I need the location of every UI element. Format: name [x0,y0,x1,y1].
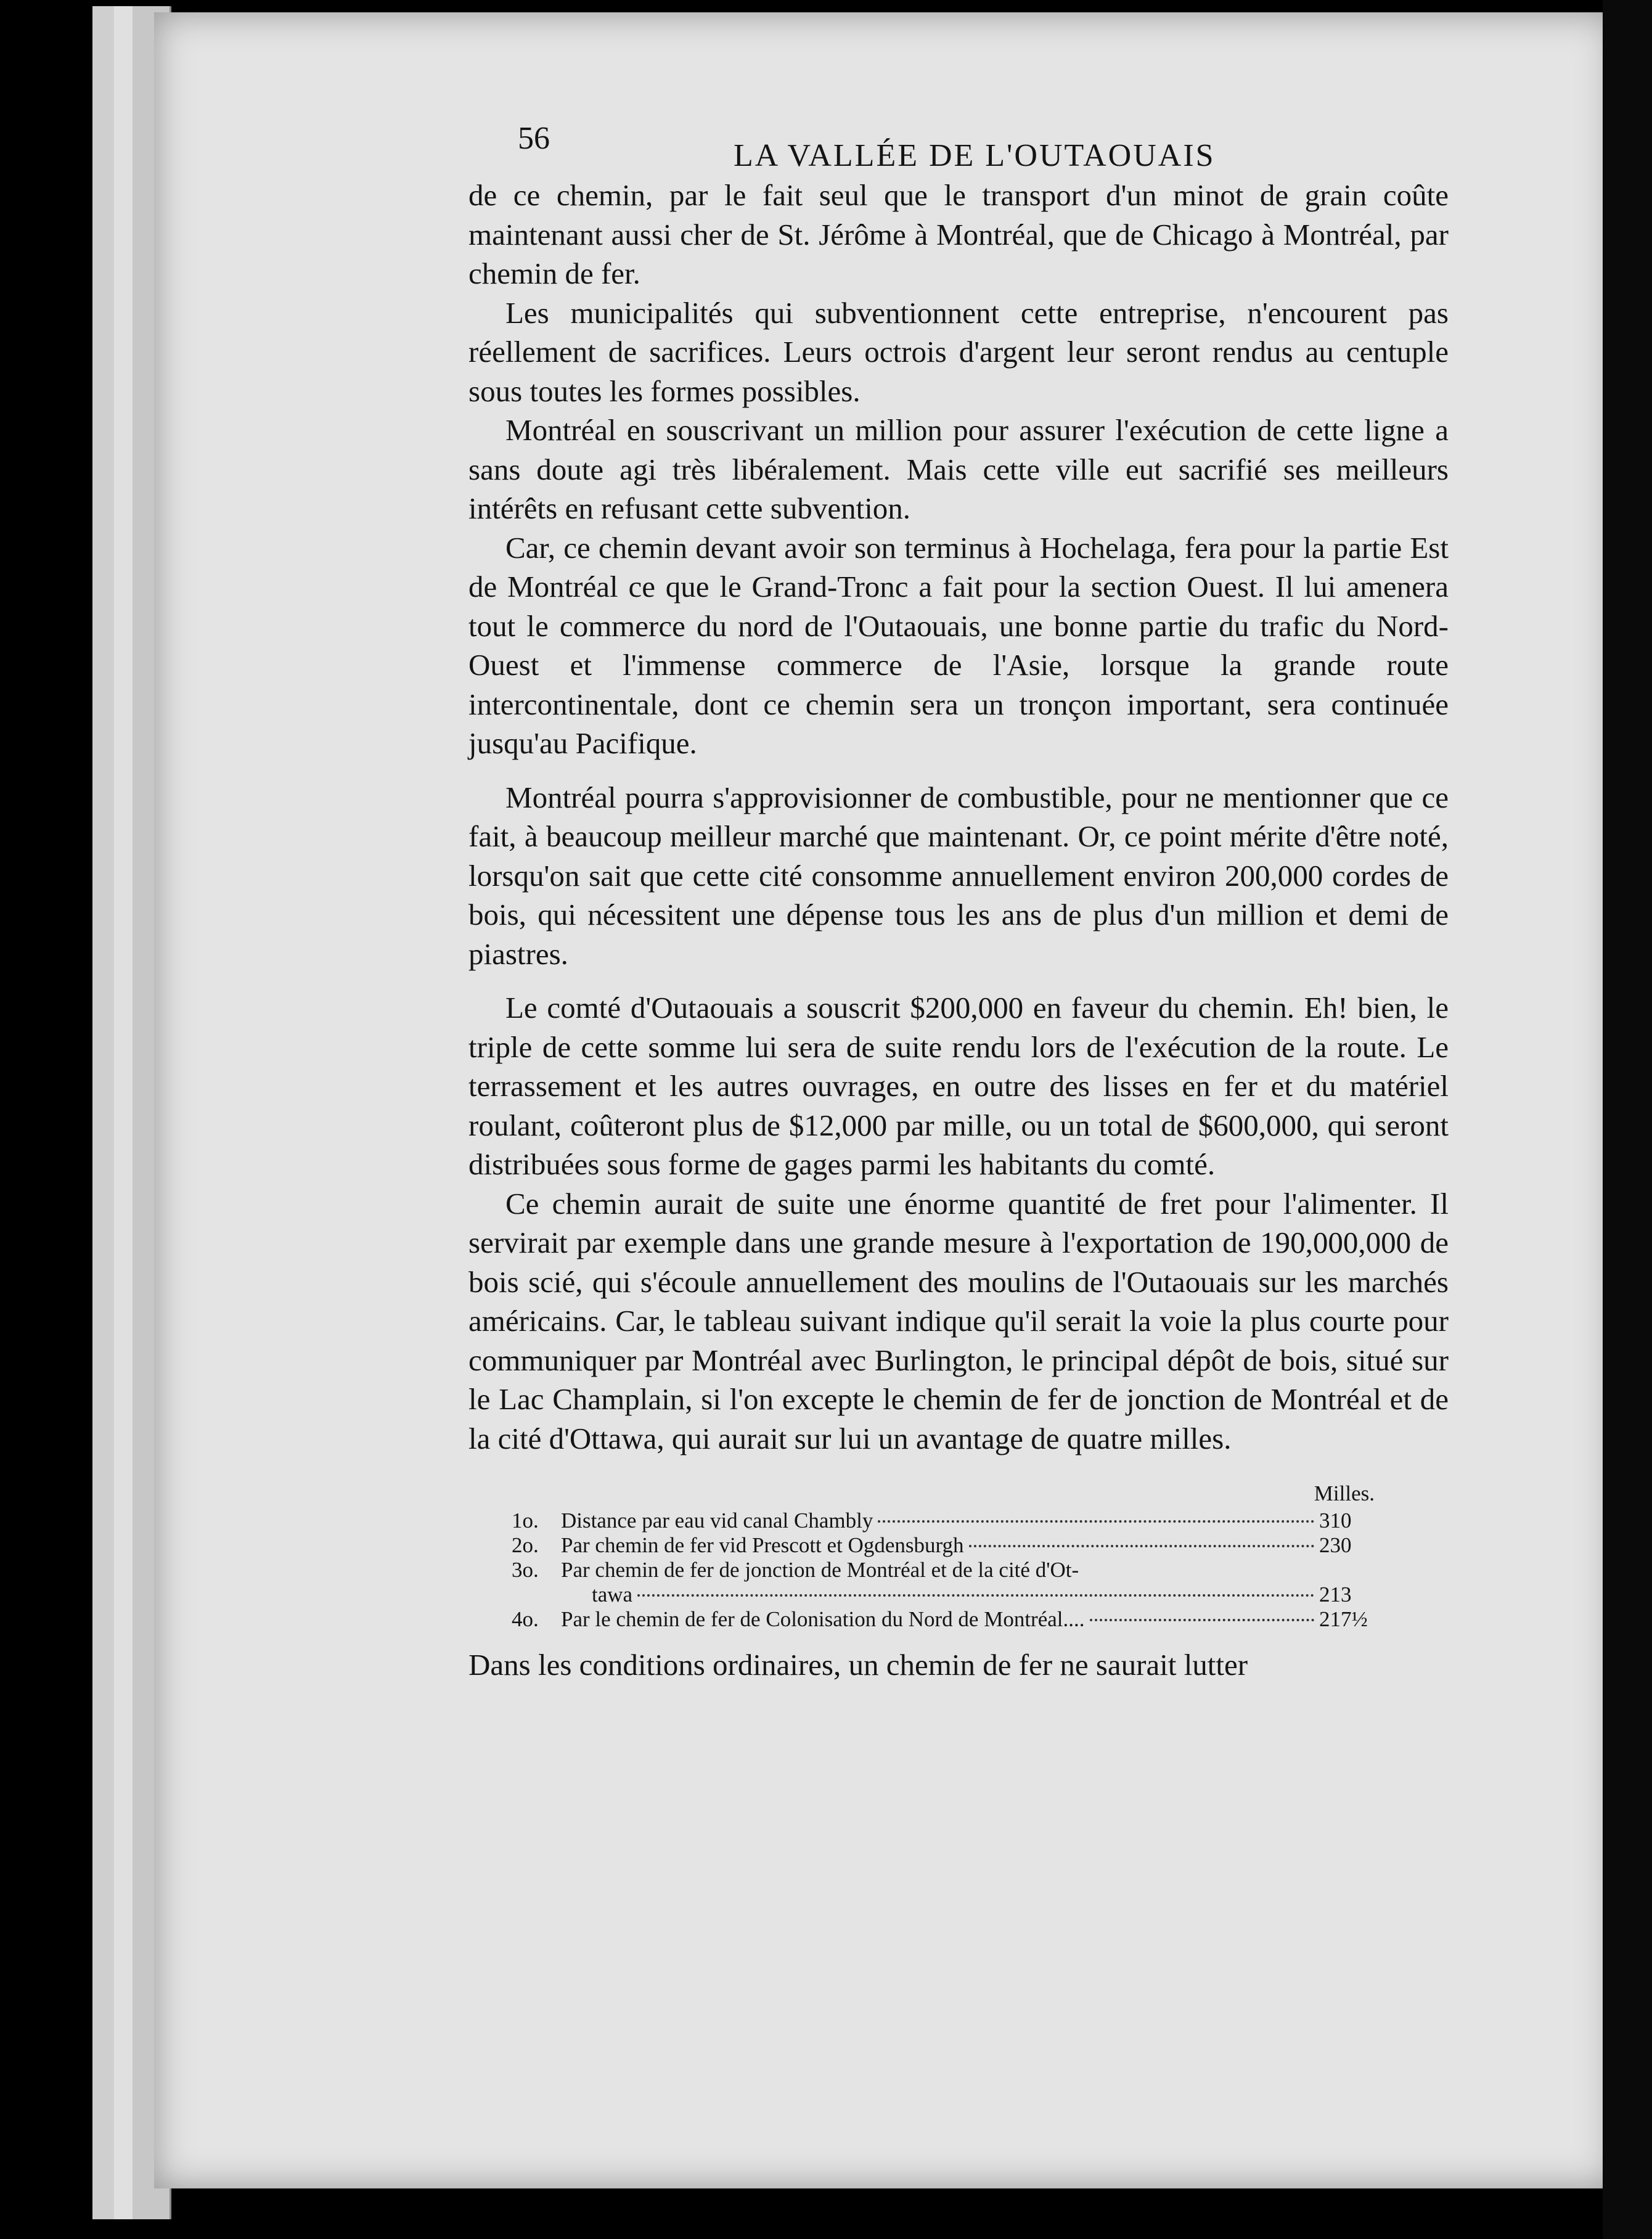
dot-leader [878,1520,1314,1523]
paragraph: Car, ce chemin devant avoir son terminus à Hochelaga, fera pour la partie Est de Montréal ce que le Grand-Tronc a fait pour la section Ouest. Il lui amenera tout le commerce du nord de l'Outaouais, une bonne partie du trafic du Nord-Ouest et l'immense commerce de l'Asie, lorsque la grande route intercontinentale, dont ce chemin sera un tronçon important, sera continuée jusqu'au Pacifique. [468,530,1449,760]
row-value: 213 [1319,1582,1352,1607]
paragraph: de ce chemin, par le fait seul que le transport d'un minot de grain coûte maintenant aussi cher de St. Jérôme à Montréal, que de Chicago à Montréal, par chemin de fer. [468,178,1449,290]
row-label: Par le chemin de fer de Colonisation du Nord de Montréal.... [561,1607,1085,1631]
table-row [468,1558,1449,1582]
closing-line: Dans les conditions ordinaires, un chemin de fer ne saurait lutter [468,1648,1248,1682]
table-row [468,1533,1449,1558]
table-unit-header: Milles. [1314,1481,1375,1505]
paragraph: Montréal en souscrivant un million pour assurer l'exécution de cette ligne a sans doute agi très libéralement. Mais cette ville eut sacrifié ses meilleurs intérêts en refusant cette subvention. [468,413,1449,525]
table-row [468,1582,1449,1607]
page-text [468,108,1449,1715]
table-row [468,1508,1449,1533]
row-label: Distance par eau vid canal Chambly [561,1508,873,1533]
distance-table [468,1481,1449,1632]
row-value: 230 [1319,1533,1352,1557]
paragraph: Le comté d'Outaouais a souscrit $200,000 en faveur du chemin. Eh! bien, le triple de cette somme lui sera de suite rendu lors de l'exécution de la route. Le terrassement et les autres ouvrages, en outre des lisses en fer et du matériel roulant, coûteront plus de $12,000 par mille, ou un total de $600,000, qui seront distribuées sous forme de gages parmi les habitants du comté. [468,991,1449,1181]
scan-border [1603,0,1652,2239]
row-label: Par chemin de fer de jonction de Montréal et de la cité d'Ot- [561,1558,1079,1582]
table-row [468,1607,1449,1632]
row-value: 310 [1319,1508,1352,1533]
dot-leader [637,1594,1314,1597]
row-value: 217½ [1319,1607,1368,1631]
row-label: tawa [592,1582,633,1607]
dot-leader [969,1545,1315,1547]
paragraph: Ce chemin aurait de suite une énorme quantité de fret pour l'alimenter. Il servirait par exemple dans une grande mesure à l'exportation de 190,000,000 de bois scié, qui s'écoule annuellement des moulins de l'Outaouais sur les marchés américains. Car, le tableau suivant indique qu'il serait la voie la plus courte pour communiquer par Montréal avec Burlington, le principal dépôt de bois, situé sur le Lac Champlain, si l'on excepte le chemin de fer de jonction de Montréal et de la cité d'Ottawa, qui aurait sur lui un avantage de quatre milles. [468,1186,1449,1455]
row-label: Par chemin de fer vid Prescott et Ogdensburgh [561,1533,964,1557]
row-number: 2o. [512,1533,539,1557]
row-number: 3o. [512,1558,539,1582]
page-number: 56 [518,121,550,156]
dot-leader [1090,1619,1314,1621]
running-head [468,108,1449,176]
paragraph: Montréal pourra s'approvisionner de combustible, pour ne mentionner que ce fait, à beaucoup meilleur marché que maintenant. Or, ce point mérite d'être noté, lorsqu'on sait que cette cité consomme annuellement environ 200,000 cordes de bois, qui nécessitent une dépense tous les ans de plus d'un million et demi de piastres. [468,780,1449,971]
row-number: 1o. [512,1508,539,1533]
paragraph: Les municipalités qui subventionnent cette entreprise, n'encourent pas réellement de sacrifices. Leurs octrois d'argent leur seront rendus au centuple sous toutes les formes possibles. [468,295,1449,408]
row-number: 4o. [512,1607,539,1631]
running-title: LA VALLÉE DE L'OUTAOUAIS [734,138,1216,173]
